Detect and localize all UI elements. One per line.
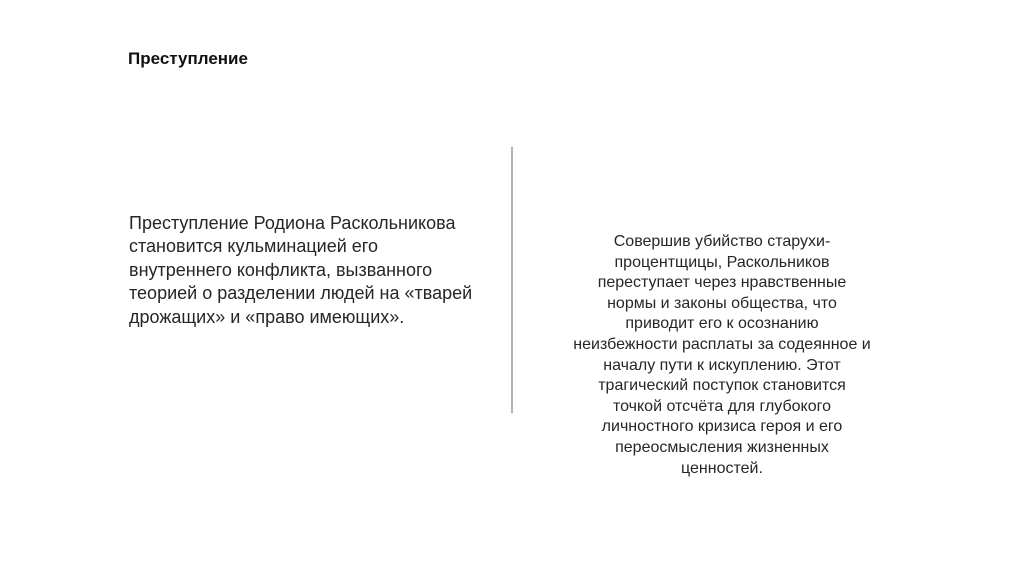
right-text-block: Совершив убийство старухи-процентщицы, Раскольников переступает через нравственные нормы и законы общества, что приводит его к осознанию неизбежности расплаты за содеянное и началу пути к искуплению. Этот трагический поступок становится точкой отсчёта для глубокого личностного кризиса героя и его переосмысления жизненных ценностей.: [573, 233, 871, 477]
vertical-divider: [511, 147, 513, 413]
slide-title: Преступление: [128, 49, 248, 68]
left-text-block: Преступление Родиона Раскольникова становится кульминацией его внутреннего конфликта, вызванного теорией о разделении людей на «тварей дрожащих» и «право имеющих».: [129, 213, 473, 327]
